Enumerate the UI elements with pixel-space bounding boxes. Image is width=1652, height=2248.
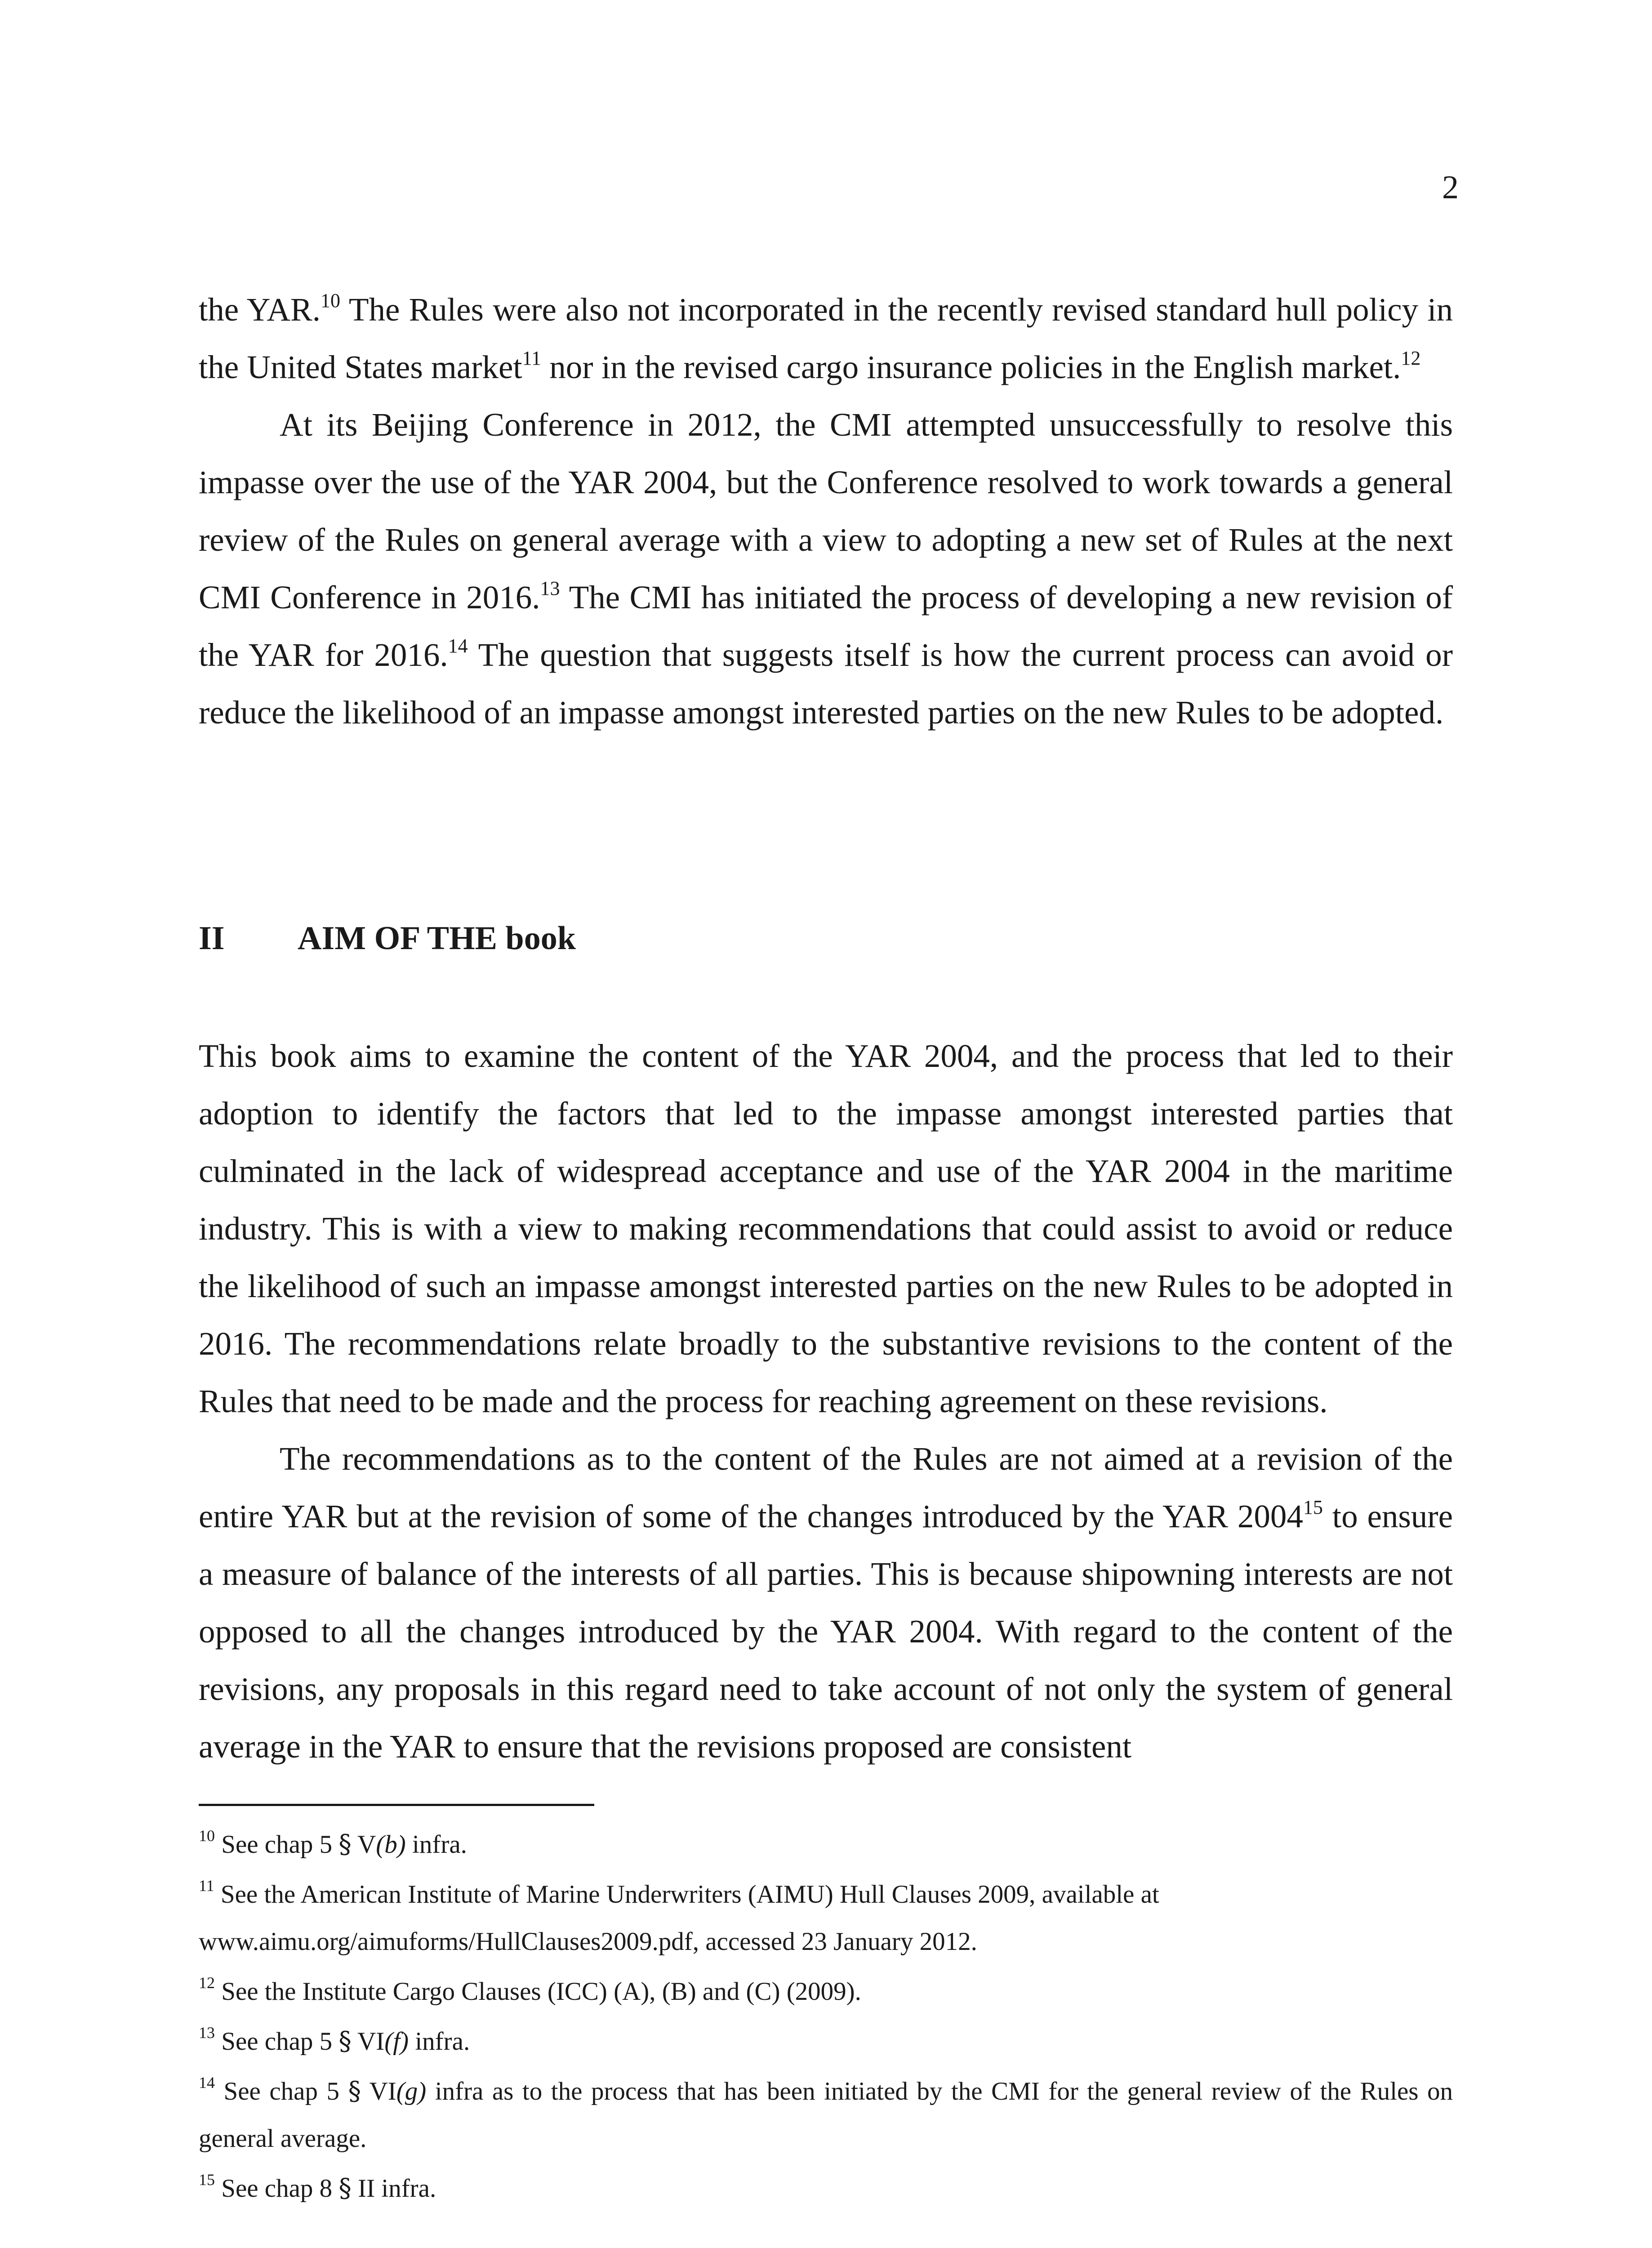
footnote-divider: [199, 1804, 594, 1806]
paragraph-beijing-conference: At its Beijing Conference in 2012, the CMI attempted unsuccessfully to resolve this impasse over the use of the YAR 2004, but the Conference resolved to work towards a general review of the Rules on general average with a view to adopting a new set of Rules at the next CMI Conference in 2016.13 The CMI has initiated the process of developing a new revision of the YAR for 2016.14 The question that suggests itself is how the current process can avoid or reduce the likelihood of an impasse amongst interested parties on the new Rules to be adopted.: [199, 406, 1453, 731]
footnote-13: $^{13}$ See chap 5 § VI(f) infra.: [199, 2024, 470, 2056]
paragraph-continued: the YAR.$^{10}$ The Rules were also not incorporated in the recently revised standard hull policy in the United States market$^{11}$ nor in the revised cargo insurance policies in the English market.$^{12}$: [199, 290, 1453, 385]
paragraph-recommendations: The recommendations as to the content of the Rules are not aimed at a revision of the entire YAR but at the revision of some of the changes introduced by the YAR 2004$^{15}$ to ensure a measure of balance of the interests of all parties. This is because shipowning interests are not opposed to all the changes introduced by the YAR 2004. With regard to the content of the revisions, any proposals in this regard need to take account of not only the system of general average in the YAR to ensure that the revisions proposed are consistent: [199, 1441, 1453, 1765]
footnote-ref: 15: [1303, 1496, 1323, 1518]
footnote-11: $^{11}$ See the American Institute of Marine Underwriters (AIMU) Hull Clauses 2009, available at www.aimu.org/aimuforms/HullClauses2009.pdf, accessed 23 January 2012.: [199, 1877, 1159, 1956]
paragraph-aim: This book aims to examine the content of the YAR 2004, and the process that led to their adoption to identify the factors that led to the impasse amongst interested parties that culminated in the lack of widespread acceptance and use of the YAR 2004 in the maritime industry. This is with a view to making recommendations that could assist to avoid or reduce the likelihood of such an impasse amongst interested parties on the new Rules to be adopted in 2016. The recommendations relate broadly to the substantive revisions to the content of the Rules that need to be made and the process for reaching agreement on these revisions.: [199, 1038, 1453, 1419]
body-upper: [199, 281, 1453, 741]
footnote-10: $^{10}$ See chap 5 § V(b) infra.: [199, 1827, 467, 1859]
footnote-ref: 14: [448, 635, 468, 657]
footnote-15: $^{15}$ See chap 8 § II infra.: [199, 2171, 436, 2203]
footnote-12: $^{12}$ See the Institute Cargo Clauses (ICC) (A), (B) and (C) (2009).: [199, 1974, 861, 2006]
footnote-ref: 12: [1401, 347, 1421, 369]
footnote-ref: 13: [540, 577, 560, 599]
page-number: 2: [1442, 169, 1459, 206]
footnotes: [199, 1821, 1453, 2215]
section-heading: [199, 922, 576, 955]
section-number: II: [199, 920, 225, 957]
section-title: AIM OF THE book: [298, 920, 576, 957]
footnote-14: $^{14}$ See chap 5 § VI(g) infra as to the process that has been initiated by the CMI for the general review of the Rules on general average.: [199, 2074, 1453, 2153]
body-lower: [199, 1027, 1453, 1775]
footnote-ref: 10: [320, 290, 340, 312]
footnote-ref: 11: [522, 347, 542, 369]
